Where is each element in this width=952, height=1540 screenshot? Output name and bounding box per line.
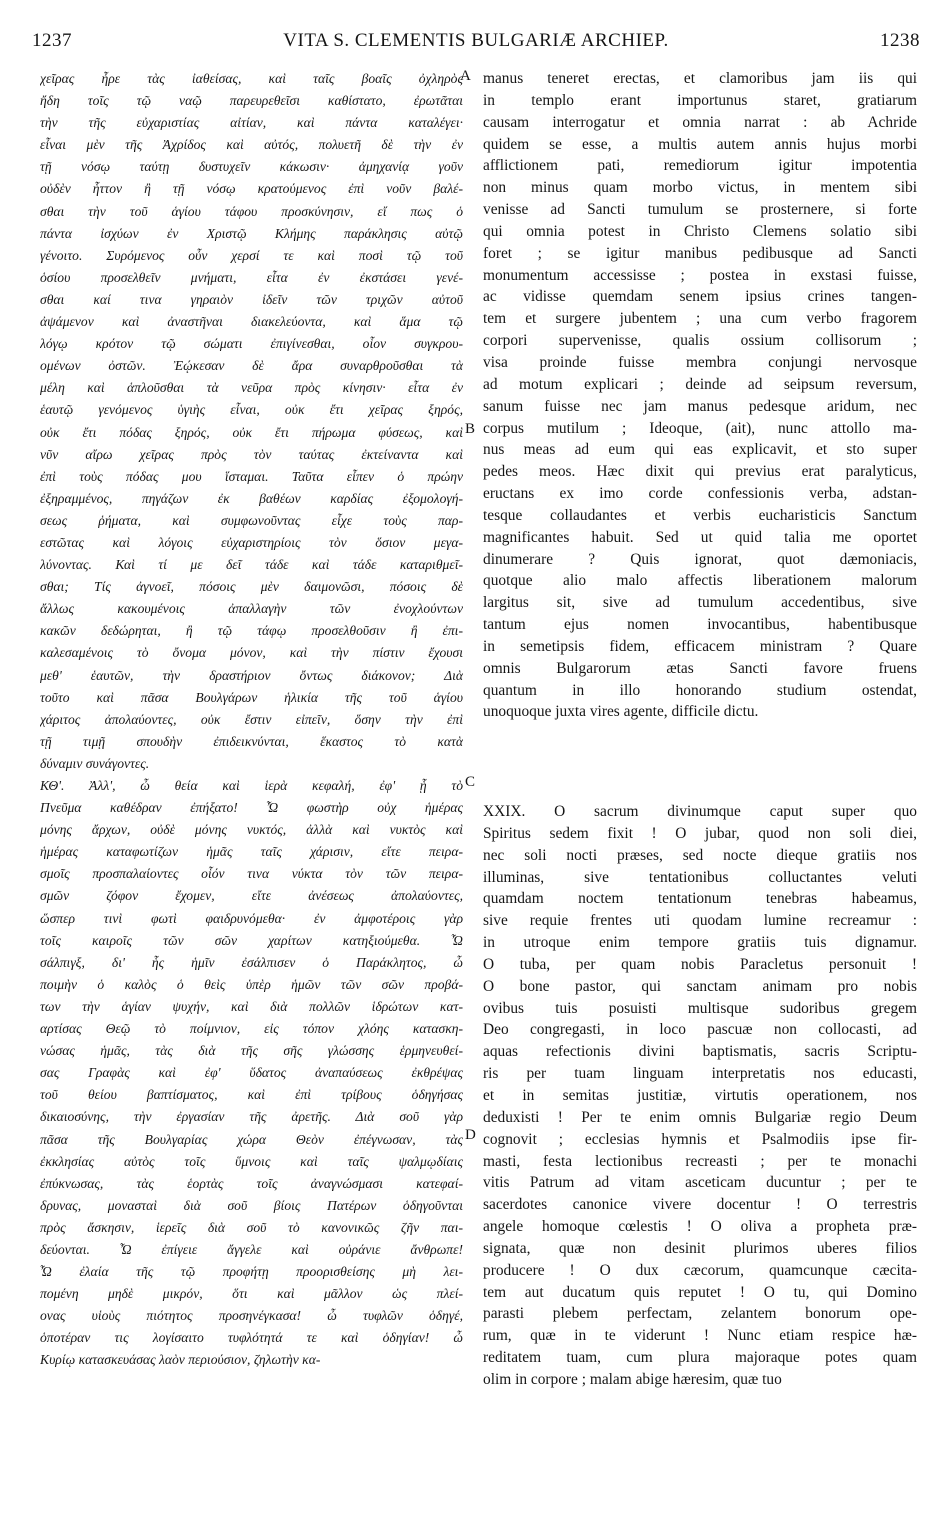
text-line: monumentum accessisse ; postea in exstasi fuisse, <box>483 266 917 284</box>
text-line: σεως ῥήματα, καὶ συμφωνοῦντας εἶχε τοὺς παρ- <box>40 512 463 528</box>
text-line: Ὦ ἐλαία τῆς τῷ προφήτῃ προορισθείσης μὴ λει- <box>40 1264 463 1280</box>
text-line: unoquoque juxta vires agente, difficile dictu. <box>483 703 759 721</box>
text-line: nec soli nocti præses, sed nocte dieque gratiis nos <box>483 846 917 864</box>
text-line: ἐξηραμμένος, πηγάζων ἐκ βαθέων καρδίας ἐξομολογή- <box>40 490 463 506</box>
text-line: σθαι τὴν τοῦ ἁγίου τάφου προσκύνησιν, εἴ πως ὁ <box>40 203 463 219</box>
text-line: σθαι; Τίς ἀγνοεῖ, πόσοις μὲν δαιμονῶσι, πόσοις δὲ <box>40 579 463 595</box>
text-line: largitus sit, sive ad tumulum accedentibus, sive <box>483 594 917 612</box>
text-line: πρὸς ἄσκησιν, ἱερεῖς διὰ σοῦ τὸ κανονικῶς ζῆν παι- <box>40 1219 463 1235</box>
text-line: manus teneret erectas, et clamoribus jam iis qui <box>483 70 917 87</box>
text-line: των τὴν ἁγίαν ψυχήν, καὶ διὰ πολλῶν ἱδρώτων κατ- <box>40 998 463 1014</box>
text-line: ovibus tuis posuisti multisque sudoribus gregem <box>483 999 917 1017</box>
text-line: σμῶν ζόφον ἔχομεν, εἴτε ἀνέσεως ἀπολαύοντες, <box>40 888 463 904</box>
text-line: tem aut ducatum quis reputet ! O tu, qui Domino <box>483 1283 917 1301</box>
text-line: qui omnia potest in Christo Clemens solatio sibi <box>483 222 917 240</box>
text-line: Deo congregasti, in loco pascuæ non collocasti, ad <box>483 1021 917 1039</box>
text-line: ἐκκλησίας αὐτὸς τοῖς ὕμνοις καὶ ταῖς ψαλμῳδίαις <box>40 1153 463 1169</box>
text-line: ὁποτέραν τις λογίσαιτο τυφλότητά τε καὶ ὁδηγίαν! ὦ <box>40 1330 463 1346</box>
text-line: σθαι καί τινα γηραιὸν ἰδεῖν τῶν τριχῶν αὐτοῦ <box>40 291 463 307</box>
text-line: masti, festa lectionibus recreasti ; per te monachi <box>483 1152 917 1170</box>
text-line: ἄλλως κακουμένοις ἀπαλλαγὴν τῶν ἐνοχλούντων <box>40 601 463 617</box>
text-line: ἐπὶ τοὺς πόδας μου ἵσταμαι. Ταῦτα εἶπεν ὁ πρώην <box>40 468 463 484</box>
text-line: μόνης ἄρχων, οὐδὲ μόνης νυκτός, ἀλλὰ καὶ νυκτὸς καὶ <box>40 822 463 838</box>
text-line: δρυνας, μονασταὶ διὰ σοῦ βίοις Πατέρων ὁδηγοῦνται <box>40 1197 463 1213</box>
text-line: tem et surgere jubentem ; una cum verbo fragorem <box>483 310 917 328</box>
text-line: οὐκ ἔτι πόδας ξηρός, οὐκ ἔτι πήρωμα φύσεως, καὶ <box>40 424 463 440</box>
text-line: ad motum explicari ; deinde ad seipsum reversum, <box>483 375 917 393</box>
text-line: ὁσίου προσελθεῖν μνήματι, εἶτα ἐν ἐκστάσει γενέ- <box>40 269 463 285</box>
text-line: γένοιτο. Συρόμενος οὖν χερσί τε καὶ ποσὶ τῷ τοῦ <box>40 247 463 263</box>
text-line: in utroque enim tempore gratiis tuis dignamur. <box>483 934 917 952</box>
text-line: τῇ τιμῇ σπουδὴν ἐπιδεικνύνται, ἕκαστος τὸ κατὰ <box>40 733 463 749</box>
text-line: ονας υἱοὺς πιότητος προσηνέγκασα! ὦ τυφλῶν ὁδηγέ, <box>40 1308 463 1324</box>
text-line: illuminas, sive tentationibus colluctantes veluti <box>483 868 917 886</box>
text-line: εἶναι μὲν τῆς Ἀχρίδος καὶ αὐτός, πολυετῆ δὲ τὴν ἐν <box>40 137 463 153</box>
text-line: pedes meos. Hæc dixit qui previus erat paralyticus, <box>483 463 917 481</box>
text-line: olim in corpore ; malam abige hæresim, quæ tuo <box>483 1370 782 1388</box>
text-line: σάλπιγξ, δι' ἧς ἡμῖν ἐσάλπισεν ὁ Παράκλητος, ὦ <box>40 954 463 970</box>
margin-marker-b: B <box>465 421 476 437</box>
text-line: πάντα ἰσχύων ἐν Χριστῷ Κλήμης παράκλησις αὐτῷ <box>40 225 463 241</box>
text-line: in templo erant importunus staret, gratiarum <box>483 91 917 109</box>
text-line: rum, quæ in te viderunt ! Nunc etiam respice hæ- <box>483 1327 917 1345</box>
text-line: ποιμὴν ὁ καλὸς ὁ θεὶς ὑπὲρ ἡμῶν τῶν σῶν προβά- <box>40 976 463 992</box>
text-line: κακῶν δεδώρηται, ἢ τῷ τάφῳ προσελθοῦσιν ἢ ἐπι- <box>40 623 463 639</box>
text-line: nus meas ad eum qui eas explicavit, et sto super <box>483 441 917 459</box>
text-line: τῇ νόσῳ ταύτῃ δυστυχεῖν κάκωσιν· ἀμηχανίᾳ γοῦν <box>40 159 463 175</box>
text-line: quidem se esse, a multis autem annis hujus morbi <box>483 135 917 153</box>
text-line: producere ! O dux cæcorum, quamcunque cæcita- <box>483 1261 917 1279</box>
running-title: VITA S. CLEMENTIS BULGARIÆ ARCHIEP. <box>283 30 669 51</box>
text-line: visa proinde fuisse membra conjungi nervosque <box>483 353 917 371</box>
greek-column <box>40 68 463 1372</box>
text-line: tesque collaudantes et verbis eucharisticis Sanctum <box>483 506 917 524</box>
margin-marker-a: A <box>460 68 471 84</box>
margin-marker-d: D <box>465 1127 476 1143</box>
text-line: Πνεῦμα καθέδραν ἐπήξατο! Ὦ φωστὴρ οὐχ ἡμέρας <box>40 800 463 816</box>
text-line: quotque alio malo affectis liberationem malorum <box>483 572 917 590</box>
text-line: dinumerare ? Quis ignorat, quot dæmoniacis, <box>483 550 917 568</box>
text-line: eructans ex imo corde confessionis verba, adstan- <box>483 485 917 503</box>
text-line: ἤδη τοῖς τῷ ναῷ παρευρεθεῖσι καθίστατο, ἐρωτᾶται <box>40 93 463 109</box>
running-header <box>32 30 920 60</box>
text-line: ἑαυτῷ γενόμενος ὑγιὴς εἶναι, οὐκ ἔτι χεῖρας ξηρός, <box>40 402 463 418</box>
text-line: venisse ad Sancti tumulum se prosternere, si forte <box>483 201 917 219</box>
text-line: δεύονται. Ὦ ἐπίγειε ἄγγελε καὶ οὐράνιε ἄνθρωπε! <box>40 1241 463 1257</box>
text-line: sacerdotes canonice vivere docentur ! O terrestris <box>483 1196 917 1214</box>
text-line: signata, quæ non desinit plurimos uberes filios <box>483 1239 917 1257</box>
text-line: afflictionem pati, remediorum igitur impotentia <box>483 157 917 175</box>
text-line: sive requie frentes uti quodam lumine recreamur : <box>483 912 917 930</box>
text-line: O tuba, per quam nobis Paracletus personuit ! <box>483 955 917 973</box>
text-line: Κυρίῳ κατασκευάσας λαὸν περιούσιον, ζηλωτὴν κα- <box>40 1352 321 1368</box>
text-line: Spiritus sedem fixit ! O jubar, quod non soli diei, <box>483 824 917 842</box>
text-line: tantum ejus nomen invocantibus, habentibusque <box>483 616 917 634</box>
text-line: omnis Bulgarorum ætas Sancti favore fruens <box>483 659 917 677</box>
page-number-left: 1237 <box>32 30 72 51</box>
text-line: τοῖς καιροῖς τῶν σῶν χαρίτων κατηξιούμεθα. Ὦ <box>40 932 463 948</box>
text-line: angele homoque cœlestis ! O oliva a propheta præ- <box>483 1218 917 1236</box>
text-line: νώσας ἡμᾶς, τὰς διὰ τῆς σῆς γλώσσης ἑρμηνευθεί- <box>40 1043 463 1059</box>
text-line: corpori supervenisse, qualis ossium collisorum ; <box>483 332 917 350</box>
text-line: δύναμιν συνάγοντες. <box>40 755 150 771</box>
text-line: ris per tuam linguam interpretatis nos educasti, <box>483 1065 917 1083</box>
text-line: αρτίσας Θεῷ τὸ ποίμνιον, εἰς τόπον χλόης κατασκη- <box>40 1021 463 1037</box>
text-line: ομένων ὀστῶν. Ἐῴκεσαν δὲ ἄρα συναρθροῦσθαι τὰ <box>40 358 463 374</box>
text-line: in semetipsis fidem, efficacem ministram ? Quare <box>483 637 917 655</box>
text-line: λύνοντας. Καὶ τί με δεῖ τάδε καὶ τάδε καταριθμεῖ- <box>40 557 463 573</box>
text-line: quamdam noctem tentationum tenebras habeamus, <box>483 890 917 908</box>
text-line: non minus quam morbo victus, in mentem sibi <box>483 179 917 197</box>
text-line: πομένη μηδὲ μικρόν, ὅτι καὶ μᾶλλον ὡς πλεί- <box>40 1286 463 1302</box>
page-number-right: 1238 <box>880 30 920 51</box>
text-line: ὥσπερ τινὶ φωτὶ φαιδρυνόμεθα· ἐν ἀμφοτέροις γὰρ <box>40 910 463 926</box>
text-line: πᾶσα τῆς Βουλγαρίας χώρα Θεὸν ἐπέγνωσαν, τὰς <box>40 1131 463 1147</box>
text-line: εστῶτας καὶ λόγοις εὐχαριστηρίοις τὸν ὅσιον μεγα- <box>40 534 463 550</box>
text-line: et in semitas justitiæ, virtutis operationem, nos <box>483 1086 917 1104</box>
text-line: foret ; se igitur manibus pedibusque ad Sancti <box>483 244 917 262</box>
text-line: ἀψάμενον καὶ ἀναστῆναι διακελεύοντα, καὶ ἅμα τῷ <box>40 314 463 330</box>
text-line: σμοῖς προσπαλαίοντες οἷόν τινα νύκτα τὸν τῶν πειρα- <box>40 866 463 882</box>
text-line: ἐπύκνωσας, τὰς ἑορτὰς τοῖς ἀναγνώσμασι κατεφαί- <box>40 1175 463 1191</box>
text-line: magnificantes habuit. Sed ut quid talia me oportet <box>483 528 917 546</box>
text-line: sanum fuisse nec jam manus pedesque aridum, nec <box>483 397 917 415</box>
text-line: ΚΘ'. Ἀλλ', ὦ θεία καὶ ἱερὰ κεφαλή, ἐφ' ᾗ τὸ <box>40 778 463 793</box>
text-line: cognovit ; ecclesias hymnis et Psalmodiis ipse fir- <box>483 1130 917 1148</box>
text-line: corpus mutilum ; Ideoque, (ait), nunc attollo ma- <box>483 419 917 437</box>
text-line: aquas refectionis divini baptismatis, sacris Scriptu- <box>483 1043 917 1061</box>
latin-column-section-1 <box>483 68 917 723</box>
text-line: ἡμέρας καταφωτίζων ἡμᾶς ταῖς χάρισιν, εἴτε πειρα- <box>40 844 463 860</box>
text-line: μεθ' ἑαυτῶν, τὴν δραστήριον ὄντως διάκονον; Διὰ <box>40 667 463 683</box>
text-line: δικαιοσύνης, τὴν ἐργασίαν τῆς ἀρετῆς. Διὰ σοῦ γὰρ <box>40 1109 463 1125</box>
text-line: ac vidisse quemdam senem ipsius crines tangen- <box>483 288 917 306</box>
text-line: μέλη καὶ ἁπλοῦσθαι τὰ νεῦρα πρὸς κίνησιν· εἶτα ἐν <box>40 380 463 396</box>
text-line: οὐδὲν ἧττον ἢ τῇ νόσῳ κρατούμενος ἐπὶ νοῦν βαλέ- <box>40 181 463 197</box>
text-line: σας Γραφὰς καὶ ἐφ' ὕδατος ἀναπαύσεως ἐκθρέψας <box>40 1065 463 1081</box>
text-line: vitis Patrum ad vitam asceticam ducuntur ; per te <box>483 1174 917 1192</box>
text-line: χάριτος ἀπολαύοντες, οὐκ ἔστιν εἰπεῖν, ὅσην τὴν ἐπὶ <box>40 711 463 727</box>
text-line: λόγῳ κρότον τῷ σώματι ἐπιγίνεσθαι, οἷον συγκρου- <box>40 336 463 352</box>
text-line: parasti plebem perfectam, zelantem bonorum ope- <box>483 1305 917 1323</box>
latin-column-section-2 <box>483 801 917 1391</box>
text-line: O bone pastor, qui sanctam animam pro nobis <box>483 977 917 995</box>
text-line: causam interrogatur et omnia narrat : ab Achride <box>483 113 917 131</box>
text-line: καλεσαμένοις τὸ ὄνομα μόνον, καὶ τὴν πίστιν ἔχουσι <box>40 645 463 661</box>
text-line: deduxisti ! Per te enim omnis Bulgariæ regio Deum <box>483 1108 917 1126</box>
text-line: quantum in illo honorando studium ostendat, <box>483 681 917 699</box>
text-line: νῦν αἴρω χεῖρας πρὸς τὸν ταύτας ἐκτείναντα καὶ <box>40 446 463 462</box>
margin-marker-c: C <box>465 774 476 790</box>
text-line: τοῦ θείου βαπτίσματος, καὶ ἐπὶ τρίβους ὁδηγήσας <box>40 1087 463 1103</box>
text-line: τὴν τῆς εὐχαριστίας αἰτίαν, καὶ πάντα καταλέγει· <box>40 115 463 131</box>
text-line: XXIX. O sacrum divinumque caput super quo <box>483 803 917 820</box>
text-line: τοῦτο καὶ πᾶσα Βουλγάρων ἡλικία τῆς τοῦ ἁγίου <box>40 689 463 705</box>
text-line: χεῖρας ἦρε τὰς ἰαθείσας, καὶ ταῖς βοαῖς ὀχληρὸς <box>40 71 463 86</box>
text-line: reditatem tuam, cum plura majoraque potes quam <box>483 1349 917 1367</box>
